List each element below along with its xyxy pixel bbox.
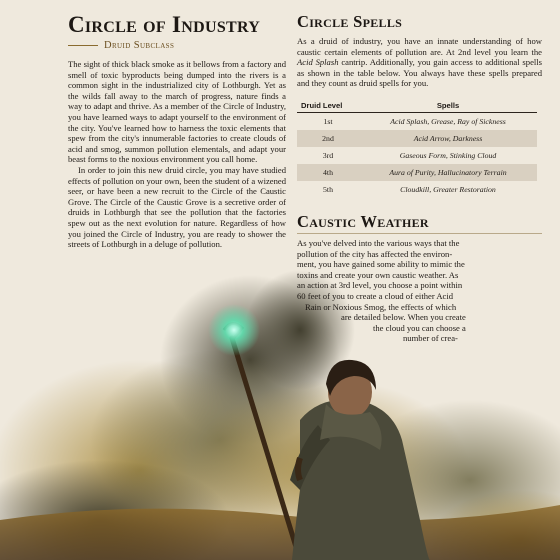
weather-line: 60 feet of you to create a cloud of either Acid	[297, 290, 454, 301]
row-level: 1st	[323, 116, 333, 126]
left-column	[68, 12, 286, 250]
row-level: 2nd	[297, 130, 359, 147]
weather-line: an action at 3rd level, you choose a point within	[297, 280, 463, 291]
acid-splash-ref: Acid Splash	[297, 57, 339, 68]
weather-line: toxins and create your own caustic weather. As	[297, 269, 459, 280]
header-druid-level: Druid Level	[297, 99, 359, 113]
header-spells: Spells	[359, 99, 537, 113]
weather-line: the cloud you can choose a	[373, 322, 466, 333]
table-header-row	[297, 99, 537, 113]
subtitle-rule	[68, 45, 98, 46]
circle-spells-heading: Circle Spells	[297, 12, 403, 31]
table-row	[297, 181, 537, 198]
magic-orb-icon	[208, 304, 260, 356]
intro-text-1: As a druid of industry, you have an innate understanding of how caustic certain elements of pollution are. At 2nd level you learn the	[297, 36, 542, 57]
weather-line: Rain or Noxious Smog, the effects of which	[305, 301, 457, 312]
table-row	[297, 112, 537, 130]
right-column	[297, 12, 542, 344]
subtitle: Druid Subclass	[104, 40, 175, 51]
caustic-weather-heading: Caustic Weather	[297, 212, 542, 234]
row-level: 5th	[323, 184, 333, 194]
row-spells: Acid Arrow, Darkness	[359, 130, 537, 147]
table-row	[297, 130, 537, 147]
page-title: Circle of Industry	[68, 12, 261, 37]
caustic-weather-text	[297, 238, 542, 344]
weather-line: ment, you have gained some ability to mimic the	[297, 259, 465, 270]
weather-line: pollution of the city has affected the environ-	[297, 248, 453, 259]
circle-spells-intro	[297, 36, 542, 89]
table-row	[297, 147, 537, 164]
join-paragraph: In order to join this new druid circle, you may have studied effects of pollution on your own, been the student of a wizened seer, or have been a new recruit to the Circle of the Caustic Grove. The Circle of the Caustic Grove is a secretive order of druids in Lothburgh that see the pollution that the factories spew out as the next evolution for nature. Regardless of how you joined the Circle of Industry, you are ready to shower the streets of Lothburgh in a deluge of pollution.	[68, 164, 286, 250]
weather-line: number of crea-	[403, 333, 458, 344]
row-spells: Cloudkill, Greater Restoration	[400, 184, 496, 194]
table-row	[297, 164, 537, 181]
weather-line: are detailed below. When you create	[341, 312, 466, 323]
intro-text-2: cantrip. Additionally, you gain access to additional spells as shown in the table below. You always have these spells prepared and they count as druid spells for you.	[297, 57, 543, 89]
subtitle-row	[68, 40, 286, 51]
row-level: 3rd	[322, 150, 334, 160]
weather-line: As you've delved into the various ways that the	[297, 237, 460, 248]
row-level: 4th	[297, 164, 359, 181]
row-spells: Acid Splash, Grease, Ray of Sickness	[390, 116, 506, 126]
intro-paragraph: The sight of thick black smoke as it bellows from a factory and smell of toxic byproducts being dumped into the rivers is a common sight in the industrialized city of Lothburgh. Yet as the wilds fall away to the march of progress, nature finds a way to adapt and thrive. As a member of the Circle of Industry, you have learned ways to adapt yourself to the environment of the city. You've learned how to harness the toxic elements that spew from the city's innumerable factories to create clouds of acid and smog, summon pollution elementals, and adapt your beast forms to the noxious environment you call home.	[68, 59, 286, 165]
row-spells: Aura of Purity, Hallucinatory Terrain	[359, 164, 537, 181]
circle-spells-table	[297, 99, 537, 198]
row-spells: Gaseous Form, Stinking Cloud	[399, 150, 497, 160]
